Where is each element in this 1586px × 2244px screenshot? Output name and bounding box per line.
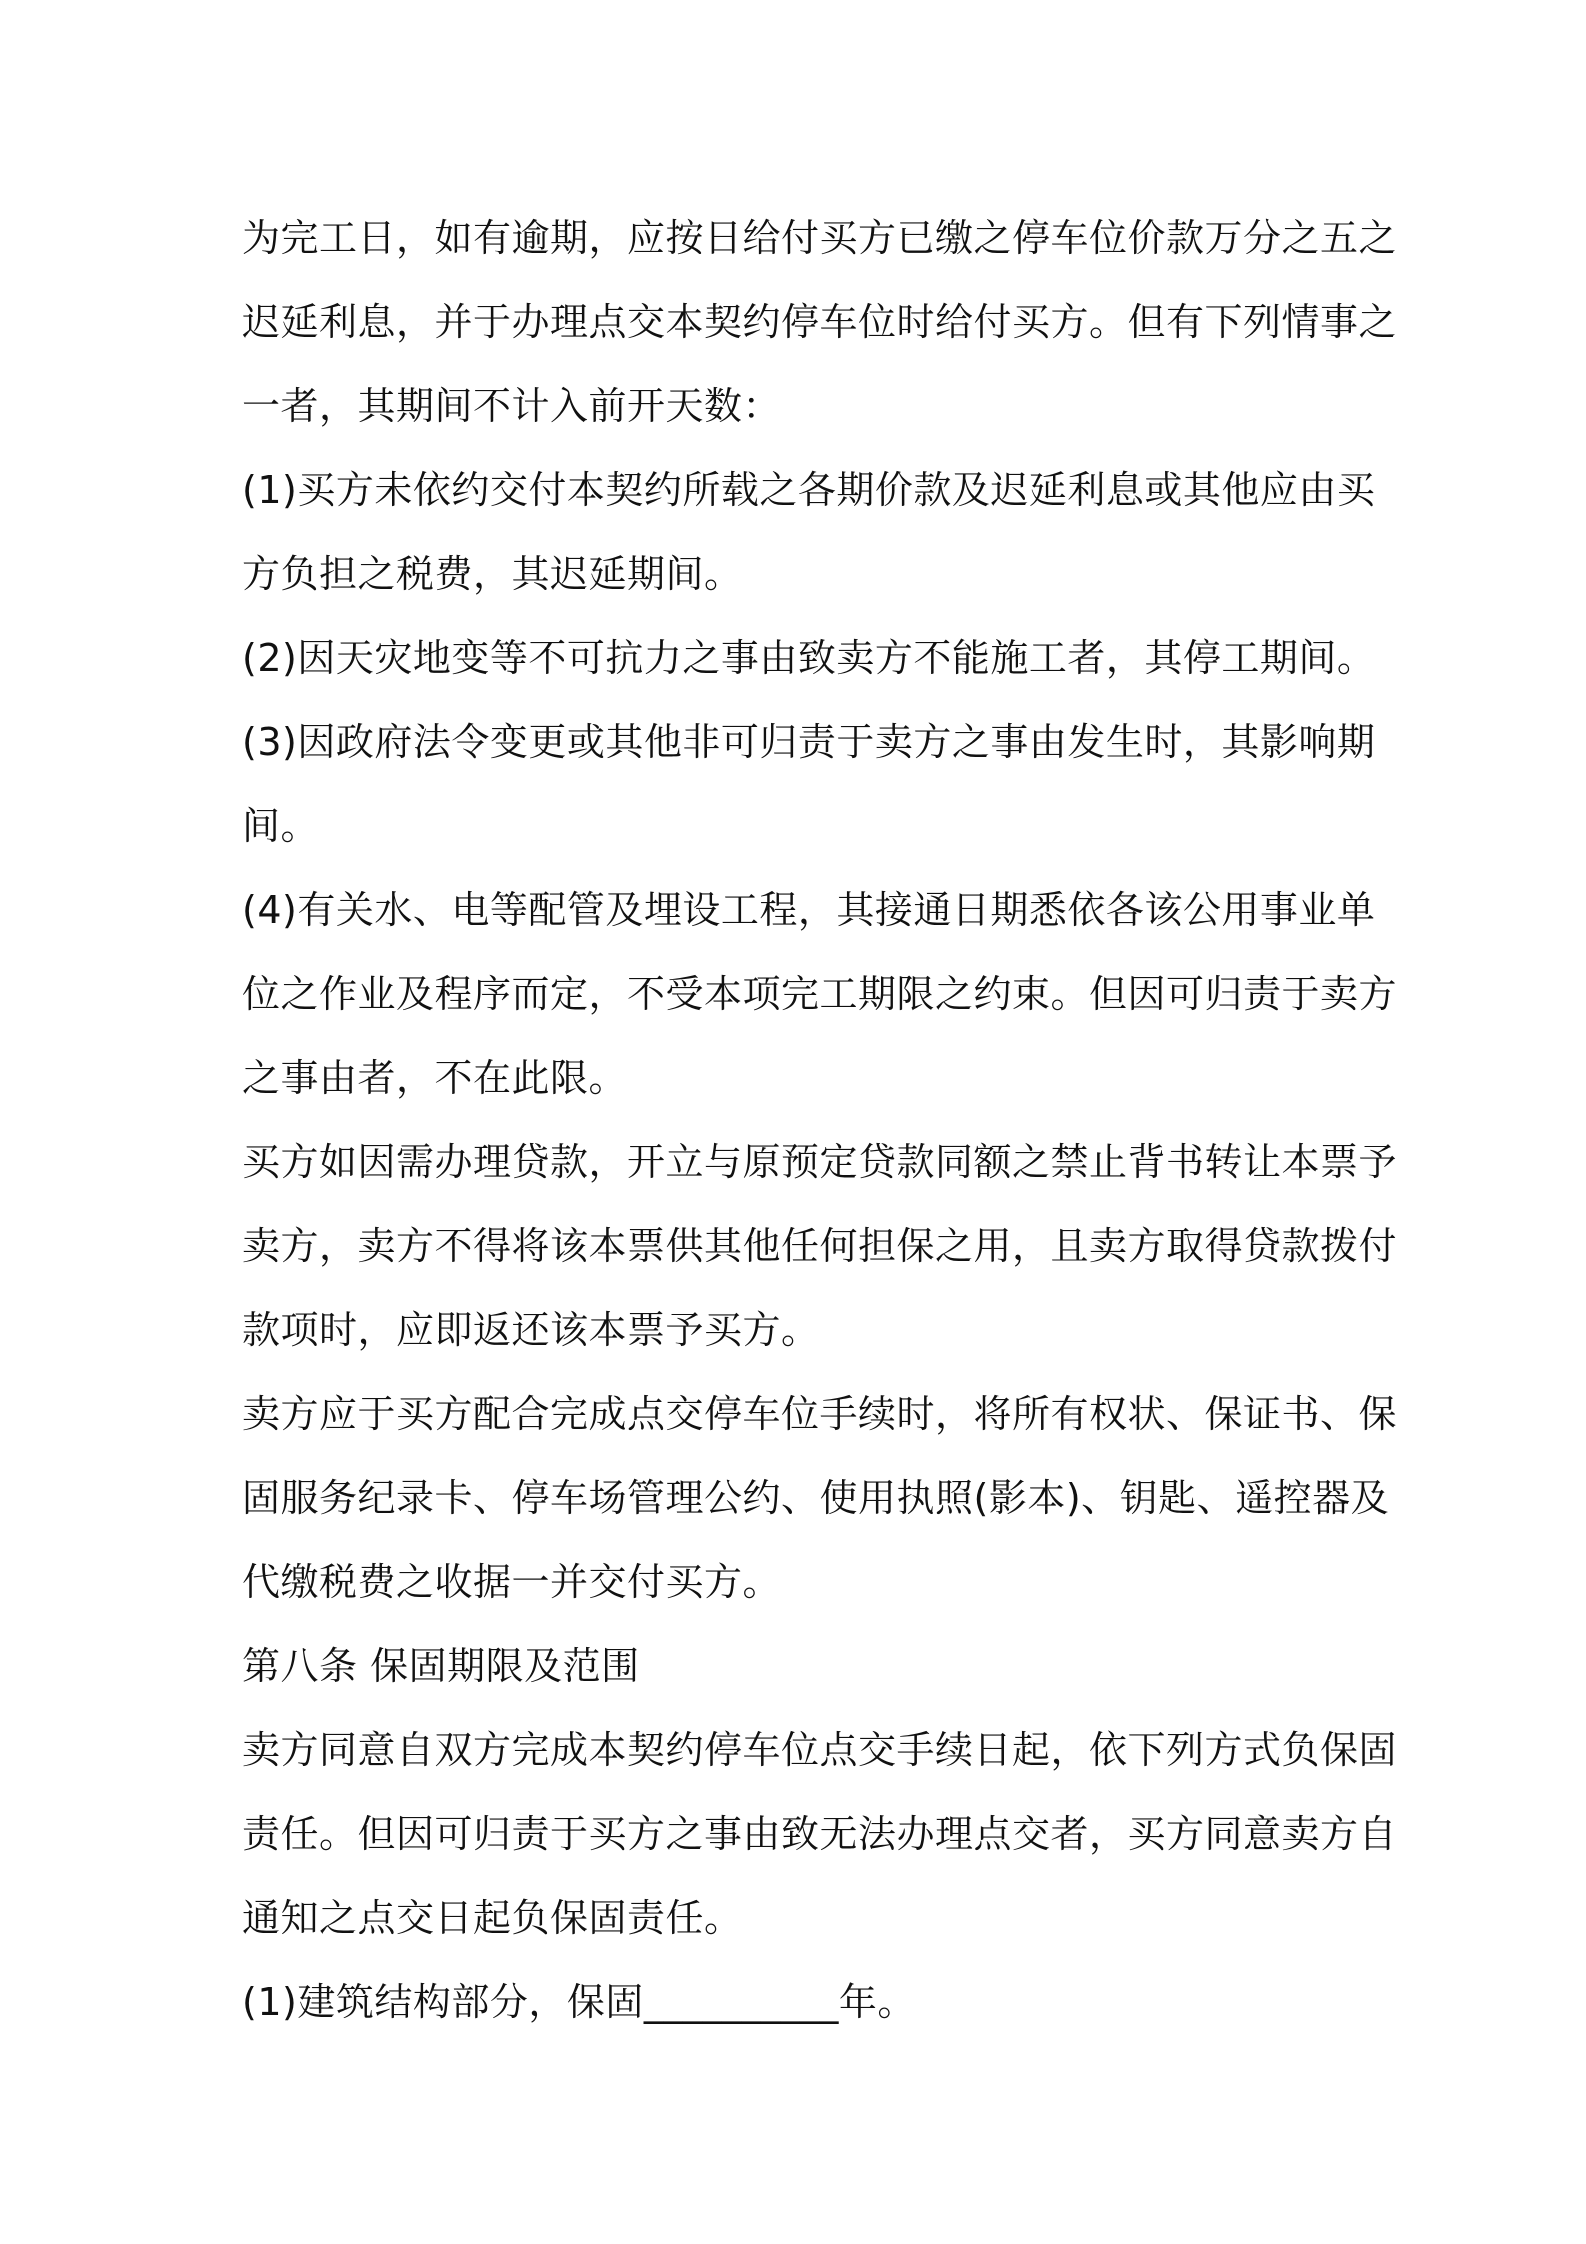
text-line: (2)因天灾地变等不可抗力之事由致卖方不能施工者，其停工期间。 xyxy=(242,636,1376,680)
section-heading: 第八条 保固期限及范围 xyxy=(242,1644,640,1688)
text-line: 买方如因需办理贷款，开立与原预定贷款同额之禁止背书转让本票予 xyxy=(242,1140,1398,1184)
text-line: 款项时，应即返还该本票予买方。 xyxy=(242,1308,820,1352)
text-line: 卖方同意自双方完成本契约停车位点交手续日起，依下列方式负保固 xyxy=(242,1728,1398,1772)
text-line: 通知之点交日起负保固责任。 xyxy=(242,1896,743,1940)
text-line: 卖方，卖方不得将该本票供其他任何担保之用，且卖方取得贷款拨付 xyxy=(242,1224,1398,1268)
text-line: 之事由者，不在此限。 xyxy=(242,1056,628,1100)
text-line: 位之作业及程序而定，不受本项完工期限之约束。但因可归责于卖方 xyxy=(242,972,1398,1016)
text-line: 责任。但因可归责于买方之事由致无法办理点交者，买方同意卖方自 xyxy=(242,1812,1398,1856)
text-line: (1)买方未依约交付本契约所载之各期价款及迟延利息或其他应由买 xyxy=(242,468,1376,512)
text-line: 一者，其期间不计入前开天数： xyxy=(242,384,782,428)
document-body xyxy=(242,196,1398,2044)
text-line: 迟延利息，并于办理点交本契约停车位时给付买方。但有下列情事之 xyxy=(242,300,1398,344)
text-line: 固服务纪录卡、停车场管理公约、使用执照(影本)、钥匙、遥控器及 xyxy=(242,1476,1390,1520)
text-line: 代缴税费之收据一并交付买方。 xyxy=(242,1560,782,1604)
text-line: 间。 xyxy=(242,804,320,848)
text-line: (1)建筑结构部分，保固__________年。 xyxy=(242,1980,916,2024)
text-line: (3)因政府法令变更或其他非可归责于卖方之事由发生时，其影响期 xyxy=(242,720,1376,764)
text-line: 为完工日，如有逾期，应按日给付买方已缴之停车位价款万分之五之 xyxy=(242,216,1398,260)
text-line: (4)有关水、电等配管及埋设工程，其接通日期悉依各该公用事业单 xyxy=(242,888,1376,932)
text-line: 卖方应于买方配合完成点交停车位手续时，将所有权状、保证书、保 xyxy=(242,1392,1398,1436)
text-line: 方负担之税费，其迟延期间。 xyxy=(242,552,743,596)
